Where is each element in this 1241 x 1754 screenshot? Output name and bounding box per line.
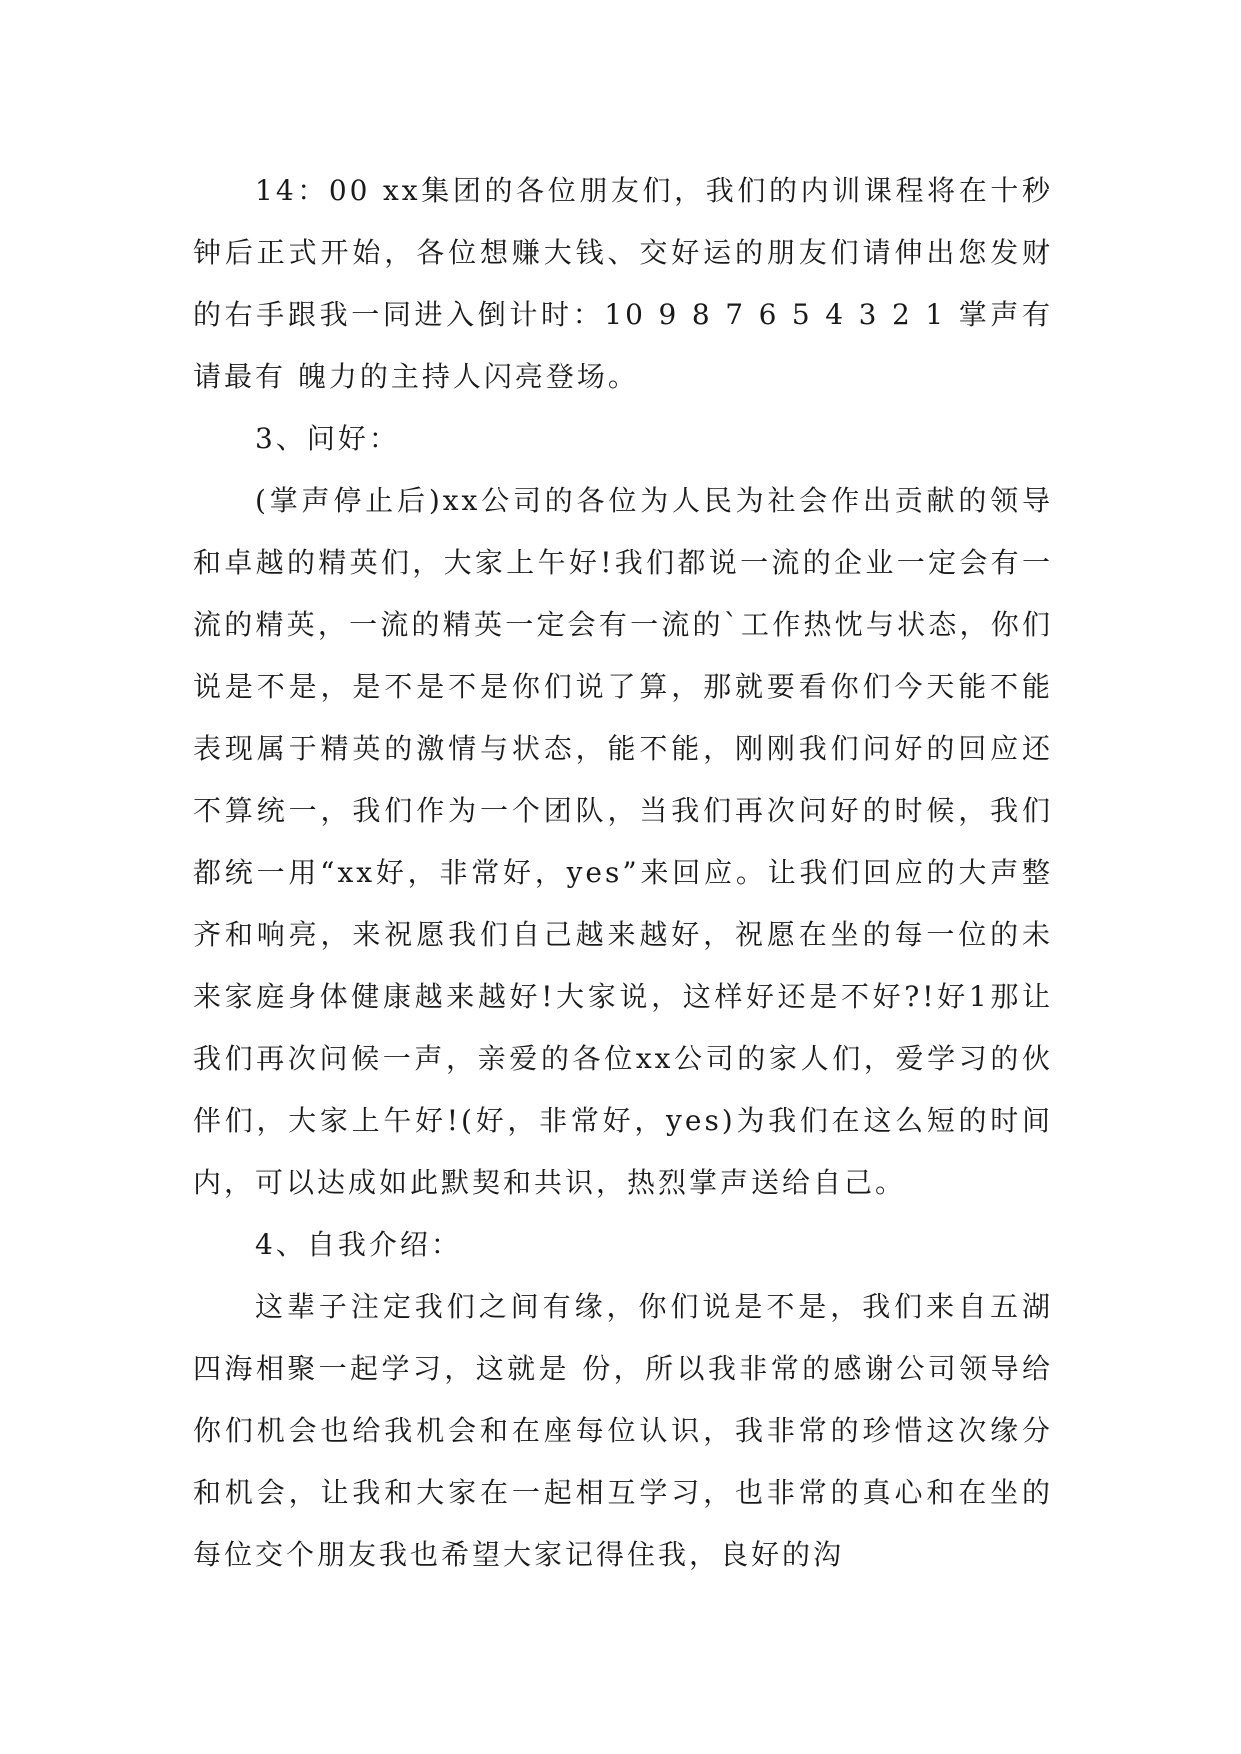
paragraph-countdown: 14：00 xx集团的各位朋友们，我们的内训课程将在十秒钟后正式开始，各位想赚大钱、交好运的朋友们请伸出您发财的右手跟我一同进入倒计时：10 9 8 7 6 5 4 3 2 1 掌声有请最有 魄力的主持人闪亮登场。 — [193, 174, 1053, 393]
section-heading-self-introduction: 4、自我介绍： — [255, 1228, 462, 1261]
section-heading-greeting: 3、问好： — [255, 422, 400, 455]
document-body — [193, 160, 1053, 1586]
paragraph-self-introduction: 这辈子注定我们之间有缘，你们说是不是，我们来自五湖四海相聚一起学习，这就是 份，所以我非常的感谢公司领导给你们机会也给我机会和在座每位认识，我非常的珍惜这次缘分和机会，让我和大家在一起相互学习，也非常的真心和在坐的每位交个朋友我也希望大家记得住我，良好的沟 — [193, 1290, 1053, 1571]
paragraph-greeting: (掌声停止后)xx公司的各位为人民为社会作出贡献的领导和卓越的精英们，大家上午好!我们都说一流的企业一定会有一流的精英，一流的精英一定会有一流的`工作热忱与状态，你们说是不是，是不是不是你们说了算，那就要看你们今天能不能表现属于精英的激情与状态，能不能，刚刚我们问好的回应还不算统一，我们作为一个团队，当我们再次问好的时候，我们都统一用“xx好，非常好，yes”来回应。让我们回应的大声整齐和响亮，来祝愿我们自己越来越好，祝愿在坐的每一位的未来家庭身体健康越来越好!大家说，这样好还是不好?!好1那让我们再次问候一声，亲爱的各位xx公司的家人们，爱学习的伙伴们，大家上午好!(好，非常好，yes)为我们在这么短的时间内，可以达成如此默契和共识，热烈掌声送给自己。 — [193, 484, 1053, 1199]
